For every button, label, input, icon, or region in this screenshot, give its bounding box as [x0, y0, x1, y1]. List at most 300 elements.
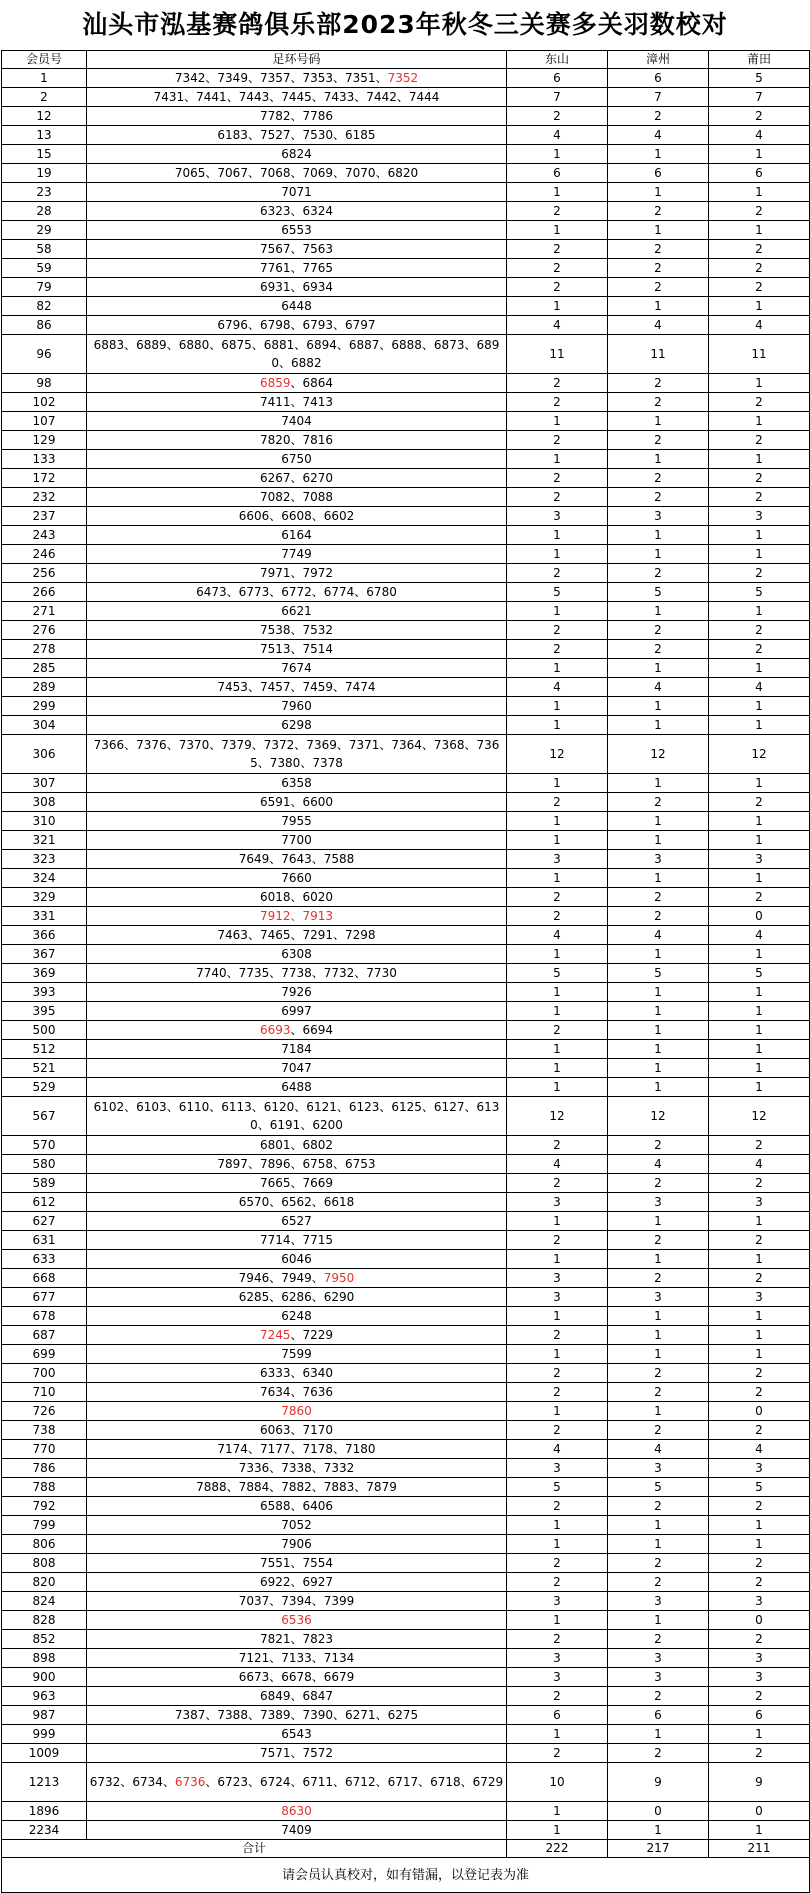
- ring-numbers-cell: [87, 1554, 507, 1573]
- header-dongshan: 东山: [507, 51, 608, 69]
- dongshan-count-cell: 12: [507, 1097, 608, 1136]
- ring-numbers-cell: [87, 450, 507, 469]
- table-row: [2, 983, 810, 1002]
- ring-numbers-cell: [87, 145, 507, 164]
- zhangzhou-count-cell: 1: [608, 1002, 709, 1021]
- member-id-cell: 668: [2, 1269, 87, 1288]
- zhangzhou-count-cell: 0: [608, 1802, 709, 1821]
- member-id-cell: 963: [2, 1687, 87, 1706]
- table-row: [2, 564, 810, 583]
- ring-number-text: 6183、7527、7530、6185: [217, 128, 376, 142]
- ring-numbers-cell: [87, 1440, 507, 1459]
- zhangzhou-count-cell: 2: [608, 278, 709, 297]
- zhangzhou-count-cell: 1: [608, 1611, 709, 1630]
- table-row: [2, 1002, 810, 1021]
- putian-count-cell: 2: [709, 1744, 810, 1763]
- putian-count-cell: 1: [709, 983, 810, 1002]
- ring-numbers-cell: [87, 183, 507, 202]
- zhangzhou-count-cell: 5: [608, 1478, 709, 1497]
- zhangzhou-count-cell: 1: [608, 716, 709, 735]
- zhangzhou-count-cell: 1: [608, 1725, 709, 1744]
- ring-numbers-cell: [87, 1592, 507, 1611]
- zhangzhou-count-cell: 1: [608, 221, 709, 240]
- dongshan-count-cell: 1: [507, 812, 608, 831]
- putian-count-cell: 2: [709, 107, 810, 126]
- zhangzhou-count-cell: 2: [608, 1383, 709, 1402]
- member-id-cell: 999: [2, 1725, 87, 1744]
- zhangzhou-count-cell: 3: [608, 1668, 709, 1687]
- dongshan-count-cell: 12: [507, 735, 608, 774]
- member-id-cell: 278: [2, 640, 87, 659]
- ring-number-text: 6931、6934: [259, 280, 334, 294]
- table-row: [2, 1021, 810, 1040]
- ring-number-text: 6588、6406: [259, 1499, 334, 1513]
- ring-numbers-cell: [87, 850, 507, 869]
- zhangzhou-count-cell: 7: [608, 88, 709, 107]
- table-row: [2, 659, 810, 678]
- header-row: [2, 51, 810, 69]
- putian-count-cell: 2: [709, 469, 810, 488]
- ring-numbers-cell: [87, 869, 507, 888]
- ring-numbers-cell: [87, 1212, 507, 1231]
- dongshan-count-cell: 1: [507, 1002, 608, 1021]
- ring-numbers-cell: [87, 1668, 507, 1687]
- ring-number-missing: 6536: [281, 1613, 312, 1627]
- ring-number-text: 6527: [281, 1214, 312, 1228]
- ring-numbers-cell: [87, 1535, 507, 1554]
- zhangzhou-count-cell: 2: [608, 1269, 709, 1288]
- dongshan-count-cell: 2: [507, 259, 608, 278]
- dongshan-count-cell: 1: [507, 1821, 608, 1840]
- putian-count-cell: 2: [709, 1269, 810, 1288]
- ring-numbers-cell: [87, 831, 507, 850]
- member-id-cell: 237: [2, 507, 87, 526]
- ring-number-text: 7336、7338、7332: [238, 1461, 355, 1475]
- member-id-cell: 799: [2, 1516, 87, 1535]
- member-id-cell: 304: [2, 716, 87, 735]
- table-row: [2, 1307, 810, 1326]
- putian-count-cell: 1: [709, 869, 810, 888]
- table-row: [2, 1269, 810, 1288]
- table-row: [2, 964, 810, 983]
- dongshan-count-cell: 2: [507, 1573, 608, 1592]
- member-id-cell: 786: [2, 1459, 87, 1478]
- ring-number-text: 7411、7413: [259, 395, 334, 409]
- member-id-cell: 82: [2, 297, 87, 316]
- header-ring-numbers: 足环号码: [87, 51, 507, 69]
- dongshan-count-cell: 6: [507, 164, 608, 183]
- table-row: [2, 678, 810, 697]
- zhangzhou-count-cell: 2: [608, 1687, 709, 1706]
- zhangzhou-count-cell: 1: [608, 1821, 709, 1840]
- putian-count-cell: 1: [709, 1002, 810, 1021]
- member-id-cell: 633: [2, 1250, 87, 1269]
- ring-number-text: 7955: [281, 814, 312, 828]
- ring-number-text: 6488: [281, 1080, 312, 1094]
- ring-number-text: 7782、7786: [259, 109, 334, 123]
- ring-numbers-cell: [87, 221, 507, 240]
- dongshan-count-cell: 1: [507, 1725, 608, 1744]
- member-id-cell: 321: [2, 831, 87, 850]
- member-id-cell: 521: [2, 1059, 87, 1078]
- ring-number-missing: 7912、7913: [259, 909, 334, 923]
- ring-number-text: 6333、6340: [259, 1366, 334, 1380]
- page-title: 汕头市泓基赛鸽俱乐部2023年秋冬三关赛多关羽数校对: [82, 10, 728, 39]
- ring-numbers-cell: [87, 926, 507, 945]
- ring-numbers-cell: [87, 374, 507, 393]
- zhangzhou-count-cell: 1: [608, 602, 709, 621]
- table-row: [2, 793, 810, 812]
- table-row: [2, 1155, 810, 1174]
- member-id-cell: 726: [2, 1402, 87, 1421]
- table-row: [2, 145, 810, 164]
- ring-number-text: 6323、6324: [259, 204, 334, 218]
- table-row: [2, 1174, 810, 1193]
- table-row: [2, 1516, 810, 1535]
- dongshan-count-cell: 4: [507, 126, 608, 145]
- ring-number-text: 6164: [281, 528, 312, 542]
- ring-numbers-cell: [87, 164, 507, 183]
- putian-count-cell: 4: [709, 1440, 810, 1459]
- ring-numbers-cell: [87, 621, 507, 640]
- dongshan-count-cell: 2: [507, 1136, 608, 1155]
- zhangzhou-count-cell: 1: [608, 774, 709, 793]
- ring-number-text: 7649、7643、7588: [238, 852, 355, 866]
- table-row: [2, 1535, 810, 1554]
- ring-number-text: 6063、7170: [259, 1423, 334, 1437]
- zhangzhou-count-cell: 1: [608, 1021, 709, 1040]
- putian-count-cell: 1: [709, 1021, 810, 1040]
- member-id-cell: 589: [2, 1174, 87, 1193]
- table-row: [2, 393, 810, 412]
- putian-count-cell: 2: [709, 1554, 810, 1573]
- dongshan-count-cell: 3: [507, 1459, 608, 1478]
- zhangzhou-count-cell: 1: [608, 812, 709, 831]
- dongshan-count-cell: 1: [507, 297, 608, 316]
- ring-number-text: 6922、6927: [259, 1575, 334, 1589]
- ring-number-text: 6267、6270: [259, 471, 334, 485]
- member-id-cell: 12: [2, 107, 87, 126]
- putian-count-cell: 1: [709, 145, 810, 164]
- table-row: [2, 1345, 810, 1364]
- table-row: [2, 1744, 810, 1763]
- member-id-cell: 792: [2, 1497, 87, 1516]
- table-row: [2, 526, 810, 545]
- ring-number-text: 6046: [281, 1252, 312, 1266]
- zhangzhou-count-cell: 1: [608, 1516, 709, 1535]
- ring-number-missing: 8630: [281, 1804, 312, 1818]
- table-row: [2, 507, 810, 526]
- ring-numbers-cell: [87, 278, 507, 297]
- ring-numbers-cell: [87, 1288, 507, 1307]
- putian-count-cell: 3: [709, 507, 810, 526]
- putian-count-cell: 5: [709, 964, 810, 983]
- ring-numbers-cell: [87, 316, 507, 335]
- table-row: [2, 1554, 810, 1573]
- dongshan-count-cell: 2: [507, 278, 608, 297]
- ring-numbers-cell: [87, 1687, 507, 1706]
- zhangzhou-count-cell: 2: [608, 240, 709, 259]
- dongshan-count-cell: 1: [507, 945, 608, 964]
- ring-number-text: 7342、7349、7357、7353、7351、: [174, 71, 388, 85]
- member-id-cell: 323: [2, 850, 87, 869]
- putian-count-cell: 5: [709, 583, 810, 602]
- ring-numbers-cell: [87, 1078, 507, 1097]
- putian-count-cell: 2: [709, 1497, 810, 1516]
- putian-count-cell: 1: [709, 1821, 810, 1840]
- footer-note: 请会员认真校对，如有错漏，以登记表为准: [2, 1858, 810, 1893]
- total-label: 合计: [2, 1840, 507, 1858]
- table-row: [2, 1421, 810, 1440]
- member-id-cell: 289: [2, 678, 87, 697]
- zhangzhou-count-cell: 4: [608, 926, 709, 945]
- ring-numbers-cell: [87, 793, 507, 812]
- ring-numbers-cell: [87, 964, 507, 983]
- table-row: [2, 316, 810, 335]
- putian-count-cell: 2: [709, 621, 810, 640]
- dongshan-count-cell: 1: [507, 183, 608, 202]
- table-row: [2, 469, 810, 488]
- putian-count-cell: 1: [709, 1535, 810, 1554]
- zhangzhou-count-cell: 1: [608, 1402, 709, 1421]
- ring-numbers-cell: [87, 640, 507, 659]
- zhangzhou-count-cell: 2: [608, 431, 709, 450]
- putian-count-cell: 1: [709, 1307, 810, 1326]
- putian-count-cell: 1: [709, 450, 810, 469]
- ring-numbers-cell: [87, 1193, 507, 1212]
- putian-count-cell: 3: [709, 1592, 810, 1611]
- ring-numbers-cell: [87, 1307, 507, 1326]
- header-zhangzhou: 漳州: [608, 51, 709, 69]
- dongshan-count-cell: 1: [507, 983, 608, 1002]
- member-id-cell: 129: [2, 431, 87, 450]
- member-id-cell: 310: [2, 812, 87, 831]
- zhangzhou-count-cell: 3: [608, 850, 709, 869]
- putian-count-cell: 1: [709, 545, 810, 564]
- member-id-cell: 500: [2, 1021, 87, 1040]
- ring-number-text: 7599: [281, 1347, 312, 1361]
- member-id-cell: 96: [2, 335, 87, 374]
- dongshan-count-cell: 2: [507, 1744, 608, 1763]
- table-row: [2, 1763, 810, 1802]
- member-id-cell: 369: [2, 964, 87, 983]
- member-id-cell: 133: [2, 450, 87, 469]
- dongshan-count-cell: 1: [507, 1307, 608, 1326]
- putian-count-cell: 3: [709, 850, 810, 869]
- ring-numbers-cell: [87, 88, 507, 107]
- dongshan-count-cell: 2: [507, 1383, 608, 1402]
- ring-number-text: 7121、7133、7134: [238, 1651, 355, 1665]
- dongshan-count-cell: 2: [507, 1174, 608, 1193]
- zhangzhou-count-cell: 1: [608, 1078, 709, 1097]
- zhangzhou-count-cell: 2: [608, 1174, 709, 1193]
- table-row: [2, 869, 810, 888]
- putian-count-cell: 4: [709, 678, 810, 697]
- zhangzhou-count-cell: 1: [608, 297, 709, 316]
- member-id-cell: 738: [2, 1421, 87, 1440]
- putian-count-cell: 0: [709, 907, 810, 926]
- putian-count-cell: 1: [709, 297, 810, 316]
- table-row: [2, 297, 810, 316]
- member-id-cell: 2234: [2, 1821, 87, 1840]
- ring-number-text: 7366、7376、7370、7379、7372、7369、7371、7364、7368、7365、7380、7378: [93, 738, 500, 770]
- dongshan-count-cell: 1: [507, 412, 608, 431]
- table-row: [2, 583, 810, 602]
- ring-number-text: 7897、7896、6758、6753: [217, 1157, 376, 1171]
- table-row: [2, 907, 810, 926]
- ring-numbers-cell: [87, 1097, 507, 1136]
- ring-numbers-cell: [87, 1345, 507, 1364]
- table-row: [2, 1802, 810, 1821]
- ring-number-text: 6298: [281, 718, 312, 732]
- zhangzhou-count-cell: 3: [608, 1193, 709, 1212]
- ring-numbers-cell: [87, 1402, 507, 1421]
- ring-numbers-cell: [87, 1802, 507, 1821]
- table-row: [2, 1725, 810, 1744]
- zhangzhou-count-cell: 4: [608, 316, 709, 335]
- dongshan-count-cell: 2: [507, 240, 608, 259]
- ring-numbers-cell: [87, 469, 507, 488]
- zhangzhou-count-cell: 4: [608, 1440, 709, 1459]
- table-row: [2, 278, 810, 297]
- putian-count-cell: 1: [709, 412, 810, 431]
- zhangzhou-count-cell: 1: [608, 1535, 709, 1554]
- zhangzhou-count-cell: 2: [608, 793, 709, 812]
- putian-count-cell: 2: [709, 1421, 810, 1440]
- member-id-cell: 13: [2, 126, 87, 145]
- ring-number-text: 7538、7532: [259, 623, 334, 637]
- table-row: [2, 1136, 810, 1155]
- dongshan-count-cell: 1: [507, 831, 608, 850]
- ring-number-text: 7888、7884、7882、7883、7879: [196, 1480, 397, 1494]
- ring-numbers-cell: [87, 1763, 507, 1802]
- dongshan-count-cell: 1: [507, 1802, 608, 1821]
- putian-count-cell: 4: [709, 316, 810, 335]
- zhangzhou-count-cell: 4: [608, 1155, 709, 1174]
- member-id-cell: 232: [2, 488, 87, 507]
- dongshan-count-cell: 5: [507, 1478, 608, 1497]
- table-row: [2, 335, 810, 374]
- member-id-cell: 710: [2, 1383, 87, 1402]
- table-row: [2, 1078, 810, 1097]
- zhangzhou-count-cell: 1: [608, 983, 709, 1002]
- header-putian: 莆田: [709, 51, 810, 69]
- putian-count-cell: 2: [709, 1136, 810, 1155]
- dongshan-count-cell: 2: [507, 1554, 608, 1573]
- ring-numbers-cell: [87, 259, 507, 278]
- dongshan-count-cell: 2: [507, 1687, 608, 1706]
- ring-number-missing: 6736: [174, 1775, 206, 1789]
- ring-number-text: 7660: [281, 871, 312, 885]
- ring-number-text: 6997: [281, 1004, 312, 1018]
- member-id-cell: 1213: [2, 1763, 87, 1802]
- dongshan-count-cell: 2: [507, 1364, 608, 1383]
- ring-number-text: 6621: [281, 604, 312, 618]
- table-row: [2, 1630, 810, 1649]
- ring-number-missing: 7950: [323, 1271, 355, 1285]
- zhangzhou-count-cell: 1: [608, 831, 709, 850]
- putian-count-cell: 1: [709, 945, 810, 964]
- table-row: [2, 431, 810, 450]
- dongshan-count-cell: 5: [507, 583, 608, 602]
- putian-count-cell: 3: [709, 1193, 810, 1212]
- table-row: [2, 1402, 810, 1421]
- member-id-cell: 808: [2, 1554, 87, 1573]
- putian-count-cell: 1: [709, 716, 810, 735]
- table-row: [2, 88, 810, 107]
- putian-count-cell: 3: [709, 1459, 810, 1478]
- ring-number-text: 7037、7394、7399: [238, 1594, 355, 1608]
- ring-number-text: 6606、6608、6602: [238, 509, 355, 523]
- ring-number-text: 7665、7669: [259, 1176, 334, 1190]
- member-id-cell: 107: [2, 412, 87, 431]
- member-id-cell: 529: [2, 1078, 87, 1097]
- ring-number-missing: 7352: [387, 71, 419, 85]
- ring-number-text: 7071: [281, 185, 312, 199]
- dongshan-count-cell: 3: [507, 1592, 608, 1611]
- zhangzhou-count-cell: 2: [608, 488, 709, 507]
- ring-numbers-cell: [87, 297, 507, 316]
- putian-count-cell: 2: [709, 278, 810, 297]
- ring-number-text: 7463、7465、7291、7298: [217, 928, 376, 942]
- zhangzhou-count-cell: 2: [608, 259, 709, 278]
- putian-count-cell: 1: [709, 1212, 810, 1231]
- dongshan-count-cell: 1: [507, 1059, 608, 1078]
- ring-numbers-cell: [87, 1326, 507, 1345]
- dongshan-count-cell: 2: [507, 1021, 608, 1040]
- zhangzhou-count-cell: 5: [608, 583, 709, 602]
- putian-count-cell: 1: [709, 697, 810, 716]
- dongshan-count-cell: 3: [507, 1668, 608, 1687]
- member-id-cell: 612: [2, 1193, 87, 1212]
- dongshan-count-cell: 2: [507, 888, 608, 907]
- ring-number-text: 7674: [281, 661, 312, 675]
- ring-numbers-cell: [87, 1231, 507, 1250]
- member-id-cell: 331: [2, 907, 87, 926]
- table-row: [2, 831, 810, 850]
- putian-count-cell: 2: [709, 1231, 810, 1250]
- zhangzhou-count-cell: 2: [608, 1744, 709, 1763]
- putian-count-cell: 0: [709, 1802, 810, 1821]
- putian-count-cell: 2: [709, 1383, 810, 1402]
- ring-numbers-cell: [87, 888, 507, 907]
- total-zhangzhou: 217: [608, 1840, 709, 1858]
- ring-number-text: 7065、7067、7068、7069、7070、6820: [174, 166, 419, 180]
- ring-number-text: 7906: [281, 1537, 312, 1551]
- zhangzhou-count-cell: 2: [608, 564, 709, 583]
- ring-number-text: 7174、7177、7178、7180: [217, 1442, 376, 1456]
- ring-numbers-cell: [87, 716, 507, 735]
- dongshan-count-cell: 2: [507, 907, 608, 926]
- ring-numbers-cell: [87, 1136, 507, 1155]
- dongshan-count-cell: 3: [507, 1649, 608, 1668]
- putian-count-cell: 4: [709, 126, 810, 145]
- table-row: [2, 716, 810, 735]
- ring-number-text: 6801、6802: [259, 1138, 334, 1152]
- ring-number-text: 6473、6773、6772、6774、6780: [196, 585, 397, 599]
- ring-numbers-cell: [87, 602, 507, 621]
- putian-count-cell: 0: [709, 1402, 810, 1421]
- table-row: [2, 1040, 810, 1059]
- zhangzhou-count-cell: 1: [608, 1212, 709, 1231]
- dongshan-count-cell: 2: [507, 393, 608, 412]
- table-row: [2, 1097, 810, 1136]
- dongshan-count-cell: 3: [507, 507, 608, 526]
- table-row: [2, 640, 810, 659]
- table-row: [2, 1821, 810, 1840]
- member-id-cell: 828: [2, 1611, 87, 1630]
- member-id-cell: 580: [2, 1155, 87, 1174]
